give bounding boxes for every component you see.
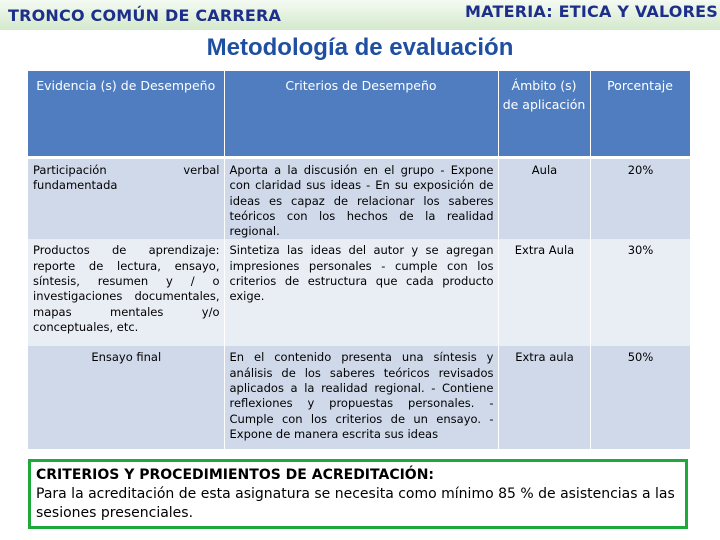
column-header-evidence: Evidencia (s) de Desempeño xyxy=(28,71,224,158)
column-header-scope: Ámbito (s) de aplicación xyxy=(498,71,590,158)
evidence-text-extra: verbal xyxy=(183,163,220,177)
percent-cell: 50% xyxy=(590,346,690,449)
header-band xyxy=(0,0,720,30)
criteria-cell: Sintetiza las ideas del autor y se agregan impresiones personales - cumple con los criterios de estructura que cada producto exige. xyxy=(224,239,498,346)
evaluation-table xyxy=(28,71,691,449)
scope-cell: Extra aula xyxy=(498,346,590,449)
evidence-cell xyxy=(28,158,224,240)
column-header-percent: Porcentaje xyxy=(590,71,690,158)
career-heading: TRONCO COMÚN DE CARRERA xyxy=(8,6,282,25)
table-header-row xyxy=(28,71,690,158)
evidence-line xyxy=(33,163,220,194)
accreditation-text: Para la acreditación de esta asignatura se necesita como mínimo 85 % de asistencias a las sesiones presenciales. xyxy=(36,486,675,521)
page-title: Metodología de evaluación xyxy=(206,34,514,61)
column-header-criteria: Criterios de Desempeño xyxy=(224,71,498,158)
percent-cell: 20% xyxy=(590,158,690,240)
scope-cell: Extra Aula xyxy=(498,239,590,346)
table-row xyxy=(28,239,690,346)
subject-heading: MATERIA: ETICA Y VALORES xyxy=(465,2,718,21)
table-row xyxy=(28,346,690,449)
table-row xyxy=(28,158,690,240)
evidence-text: Participación fundamentada xyxy=(33,163,118,193)
evidence-cell: Ensayo final xyxy=(28,346,224,449)
evidence-cell: Productos de aprendizaje: reporte de lectura, ensayo, síntesis, resumen y / o investigaciones documentales, mapas mentales y/o conceptuales, etc. xyxy=(28,239,224,346)
percent-cell: 30% xyxy=(590,239,690,346)
accreditation-title: CRITERIOS Y PROCEDIMIENTOS DE ACREDITACIÓN: xyxy=(36,467,435,483)
criteria-cell: En el contenido presenta una síntesis y análisis de los saberes teóricos revisados aplicados a la realidad regional. - Contiene reflexiones y propuestas personales. - Cumple con los criterios de un ensayo. - Expone de manera escrita sus ideas xyxy=(224,346,498,449)
criteria-cell: Aporta a la discusión en el grupo - Expone con claridad sus ideas - En su exposición de ideas es capaz de relacionar los saberes teóricos con los hechos de la realidad regional. xyxy=(224,158,498,240)
scope-cell: Aula xyxy=(498,158,590,240)
accreditation-box xyxy=(28,459,688,529)
